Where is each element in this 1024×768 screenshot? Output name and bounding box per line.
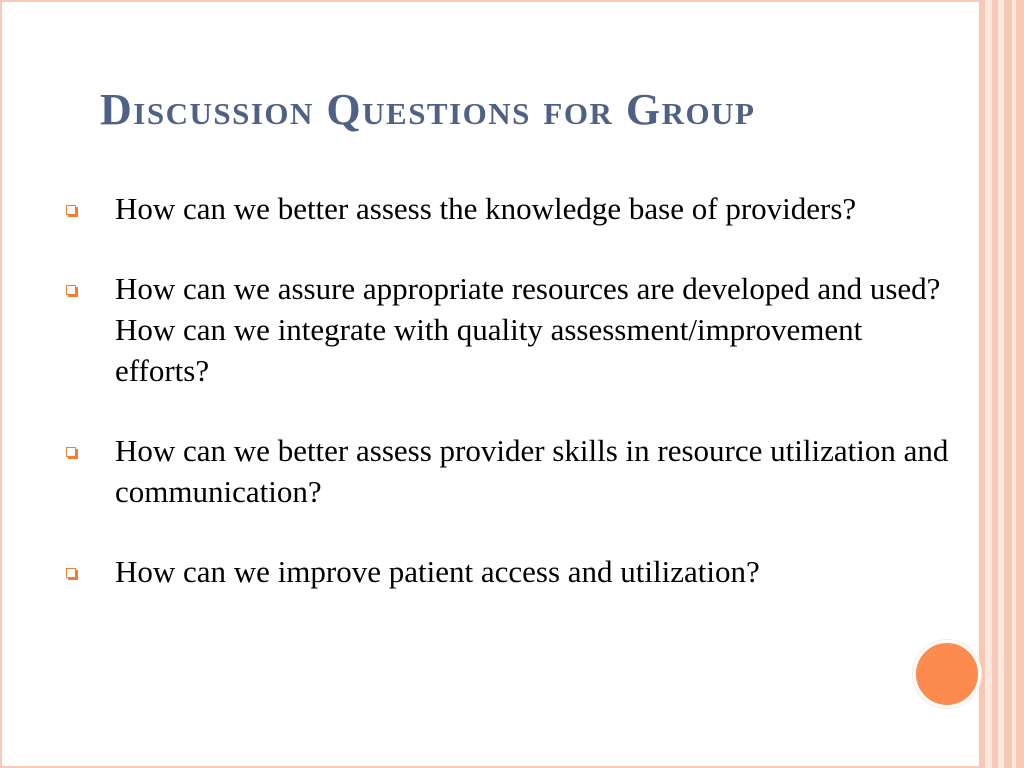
bullet-text: How can we improve patient access and utilization? [115,554,760,589]
bullet-item [60,551,950,592]
bullet-list [60,188,950,592]
slide-title: Discussion Questions for Group [100,85,756,134]
bullet-item [60,430,950,512]
decorative-stripe [1004,0,1012,768]
decorative-stripe [985,0,992,768]
bullet-text: How can we better assess provider skills in resource utilization and communication? [115,433,949,509]
square-bullet-icon [66,285,76,295]
bullet-text: How can we assure appropriate resources are developed and used? How can we integrate with quality assessment/improvement efforts? [115,271,941,388]
square-bullet-icon [66,568,76,578]
bullet-item [60,188,950,229]
bullet-text: How can we better assess the knowledge base of providers? [115,191,857,226]
decorative-stripe [1016,0,1024,768]
square-bullet-icon [66,205,76,215]
bullet-item [60,268,950,391]
decorative-circle [913,640,981,708]
square-bullet-icon [66,447,76,457]
